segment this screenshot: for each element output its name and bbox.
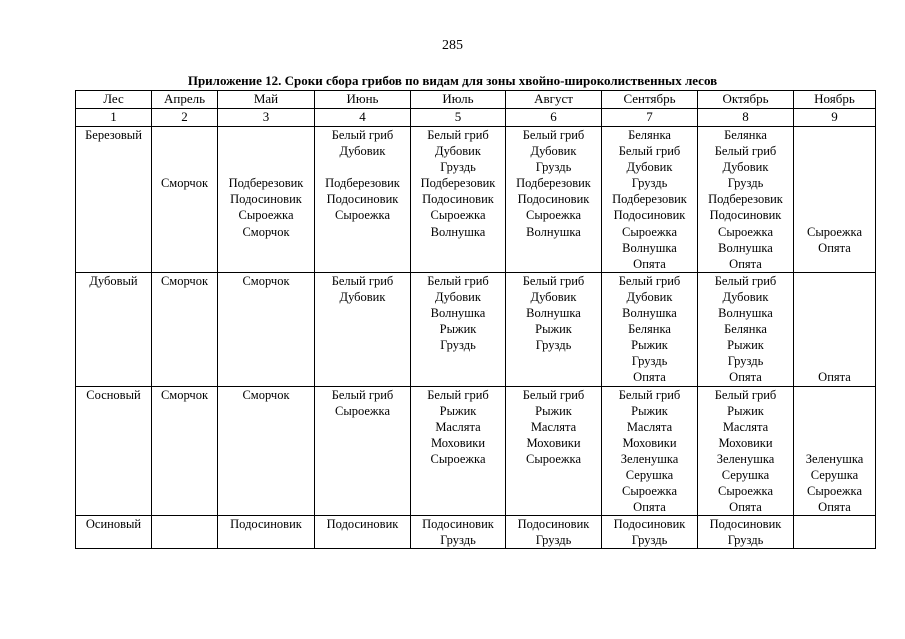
mushroom-name: Сморчок [242,387,290,402]
header-row [76,91,876,109]
mushroom-name: Белянка [628,128,671,142]
mushroom-name [153,143,216,159]
mushroom-name: Волнушка [718,306,773,321]
mushroom-name: Груздь [727,354,764,369]
mushroom-name: Маслята [435,419,481,434]
mushroom-name: Подосиновик [517,192,590,207]
mushroom-name: Волнушка [622,240,677,255]
forest-type-cell: Дубовый [76,272,152,386]
month-cell [218,516,315,549]
column-number: 1 [76,109,152,127]
month-cell [794,272,876,386]
mushroom-name: Сморчок [160,387,209,402]
mushroom-name: Сморчок [242,224,290,239]
mushroom-name [316,159,409,175]
mushroom-name: Сыроежка [621,484,677,499]
mushroom-name: Белый гриб [522,128,585,142]
mushroom-name [219,127,313,143]
mushroom-name: Белый гриб [618,273,681,288]
month-cell [698,516,794,549]
mushroom-name: Груздь [631,533,668,548]
mushroom-name: Дубовик [339,144,386,159]
mushroom-name: Опята [633,256,666,271]
mushroom-name: Груздь [440,338,476,353]
month-cell [698,272,794,386]
month-cell [218,386,315,516]
mushroom-name: Опята [633,500,666,515]
mushroom-name: Подосиновик [709,208,782,223]
mushroom-name: Подосиновик [709,517,782,532]
mushroom-name: Опята [729,500,762,515]
mushroom-name: Подосиновик [422,517,494,532]
mushroom-name [795,127,874,143]
mushroom-name [219,159,313,175]
mushroom-name: Дубовик [722,289,769,304]
mushroom-name [795,337,874,353]
column-number: 8 [698,109,794,127]
mushroom-name: Белянка [724,322,767,337]
month-cell [152,127,218,273]
mushroom-name: Подосиновик [422,192,494,207]
mushroom-name: Сыроежка [525,208,581,223]
month-cell [794,386,876,516]
mushroom-name: Серушка [810,467,859,482]
mushroom-name: Белый гриб [714,273,777,288]
mushroom-name: Волнушка [526,306,581,321]
mushroom-name: Белый гриб [522,273,585,288]
mushroom-name: Подосиновик [230,192,302,207]
month-cell [411,516,506,549]
month-cell [218,272,315,386]
mushroom-name [219,143,313,159]
month-cell [698,127,794,273]
mushroom-name: Белый гриб [714,387,777,402]
column-header: Сентябрь [602,91,698,109]
column-number: 2 [152,109,218,127]
month-cell [506,127,602,273]
mushroom-name: Рыжик [439,403,477,418]
month-cell [411,386,506,516]
mushroom-name [795,435,874,451]
month-cell [218,127,315,273]
mushroom-name: Опята [729,370,762,385]
page-number: 285 [442,38,463,53]
mushroom-name: Сморчок [242,273,290,288]
column-header: Май [218,91,315,109]
forest-type-cell: Осиновый [76,516,152,549]
month-cell [602,127,698,273]
mushroom-name: Маслята [722,419,769,434]
mushroom-name: Подберезовик [708,192,783,207]
mushroom-name [795,175,874,191]
mushroom-name: Рыжик [535,403,572,418]
mushroom-name: Сморчок [160,273,209,288]
mushroom-name: Дубовик [626,289,673,304]
month-cell [602,272,698,386]
mushroom-name: Моховики [622,435,677,450]
mushroom-name: Белый гриб [331,273,394,288]
column-header: Лес [76,91,152,109]
mushroom-name: Подберезовик [420,176,496,191]
mushroom-name: Белянка [724,128,767,142]
mushroom-name [795,191,874,207]
table-row [76,127,876,273]
mushroom-name [795,207,874,223]
mushroom-name: Зеленушка [716,451,775,466]
mushroom-name: Серушка [625,467,674,482]
mushroom-name: Дубовик [530,289,577,304]
mushroom-name: Сыроежка [525,451,581,466]
column-number: 4 [315,109,411,127]
mushroom-name [795,321,874,337]
mushroom-name: Сыроежка [621,224,677,239]
month-cell [794,127,876,273]
table-caption: Приложение 12. Сроки сбора грибов по видам для зоны хвойно-широколиственных лесов [187,73,718,88]
mushroom-name: Груздь [535,533,572,548]
mushroom-name: Дубовик [722,160,769,175]
mushroom-name: Сморчок [160,176,209,191]
month-cell [315,516,411,549]
mushroom-name: Сыроежка [806,224,862,239]
month-cell [152,386,218,516]
month-cell [315,272,411,386]
mushroom-name: Сыроежка [334,208,390,223]
month-cell [602,516,698,549]
mushroom-name: Белый гриб [522,387,585,402]
table-row [76,272,876,386]
table-body [76,127,876,549]
mushroom-name: Подберезовик [516,176,591,191]
column-number: 6 [506,109,602,127]
month-cell [411,127,506,273]
mushroom-name [795,305,874,321]
mushroom-name: Груздь [535,338,572,353]
forest-type-cell: Березовый [76,127,152,273]
mushroom-name: Белый гриб [714,144,777,159]
mushroom-name: Сыроежка [806,484,862,499]
month-cell [152,272,218,386]
mushroom-name: Рыжик [535,322,572,337]
column-header: Ноябрь [794,91,876,109]
mushroom-name: Сыроежка [430,451,486,466]
mushroom-name [795,387,874,403]
mushroom-name: Сыроежка [717,224,773,239]
month-cell [315,127,411,273]
mushroom-name: Опята [818,370,851,385]
table-row [76,386,876,516]
mushroom-name [795,419,874,435]
column-header: Октябрь [698,91,794,109]
mushroom-name [795,143,874,159]
mushroom-name: Рыжик [727,403,764,418]
mushroom-name: Белянка [628,322,671,337]
month-cell [794,516,876,549]
mushroom-name: Груздь [727,176,764,191]
mushroom-name: Рыжик [631,338,668,353]
column-number-row [76,109,876,127]
column-number: 5 [411,109,506,127]
mushroom-name: Подберезовик [612,192,687,207]
mushroom-name: Белый гриб [427,273,489,288]
mushroom-name: Опята [633,370,666,385]
column-header: Апрель [152,91,218,109]
mushroom-name: Подосиновик [613,208,686,223]
mushroom-name [795,273,874,289]
mushroom-name: Груздь [440,160,476,175]
mushroom-name [153,127,216,143]
mushroom-name: Дубовик [435,289,481,304]
month-cell [698,386,794,516]
mushroom-name [795,159,874,175]
table-row [76,516,876,549]
mushroom-name: Белый гриб [427,387,489,402]
column-number: 7 [602,109,698,127]
mushroom-name: Белый гриб [618,387,681,402]
mushroom-harvest-table [75,90,876,549]
mushroom-name: Дубовик [435,144,481,159]
mushroom-name: Сыроежка [717,484,773,499]
mushroom-name: Подосиновик [230,517,302,532]
mushroom-name: Моховики [718,435,773,450]
mushroom-name [795,353,874,369]
mushroom-name: Волнушка [430,224,486,239]
mushroom-name: Моховики [526,435,581,450]
mushroom-name: Груздь [727,533,764,548]
mushroom-name: Зеленушка [805,451,864,466]
mushroom-name: Рыжик [439,322,477,337]
mushroom-name: Груздь [631,354,668,369]
mushroom-name: Маслята [626,419,673,434]
month-cell [152,516,218,549]
mushroom-name: Подосиновик [326,517,399,532]
month-cell [506,386,602,516]
mushroom-name: Сыроежка [238,208,294,223]
mushroom-name: Подосиновик [517,517,590,532]
column-number: 9 [794,109,876,127]
mushroom-name: Волнушка [430,306,486,321]
column-number: 3 [218,109,315,127]
mushroom-name: Груздь [535,160,572,175]
column-header: Июнь [315,91,411,109]
mushroom-name: Опята [729,256,762,271]
mushroom-name [153,159,216,175]
mushroom-name: Подберезовик [228,176,304,191]
month-cell [506,516,602,549]
forest-type-cell: Сосновый [76,386,152,516]
mushroom-name: Волнушка [526,224,581,239]
mushroom-name: Груздь [631,176,668,191]
mushroom-name: Опята [818,500,851,515]
mushroom-name: Груздь [440,533,476,548]
month-cell [315,386,411,516]
mushroom-name: Белый гриб [427,128,489,142]
mushroom-name: Волнушка [718,240,773,255]
mushroom-name: Белый гриб [331,387,394,402]
mushroom-name: Подосиновик [613,517,686,532]
mushroom-name: Дубовик [339,289,386,304]
mushroom-name [795,403,874,419]
mushroom-name: Дубовик [530,144,577,159]
mushroom-name: Рыжик [727,338,764,353]
mushroom-name: Белый гриб [331,128,394,142]
month-cell [411,272,506,386]
mushroom-name: Зеленушка [620,451,679,466]
mushroom-name: Сыроежка [334,403,390,418]
mushroom-name: Подосиновик [326,192,399,207]
mushroom-name: Дубовик [626,160,673,175]
mushroom-name: Опята [818,240,851,255]
mushroom-name: Рыжик [631,403,668,418]
mushroom-name: Сыроежка [430,208,486,223]
month-cell [506,272,602,386]
mushroom-name: Серушка [721,467,770,482]
column-header: Август [506,91,602,109]
mushroom-name: Белый гриб [618,144,681,159]
column-header: Июль [411,91,506,109]
month-cell [602,386,698,516]
mushroom-name [795,289,874,305]
mushroom-name: Волнушка [622,306,677,321]
mushroom-name: Подберезовик [325,176,400,191]
mushroom-name: Моховики [430,435,486,450]
mushroom-name: Маслята [530,419,577,434]
